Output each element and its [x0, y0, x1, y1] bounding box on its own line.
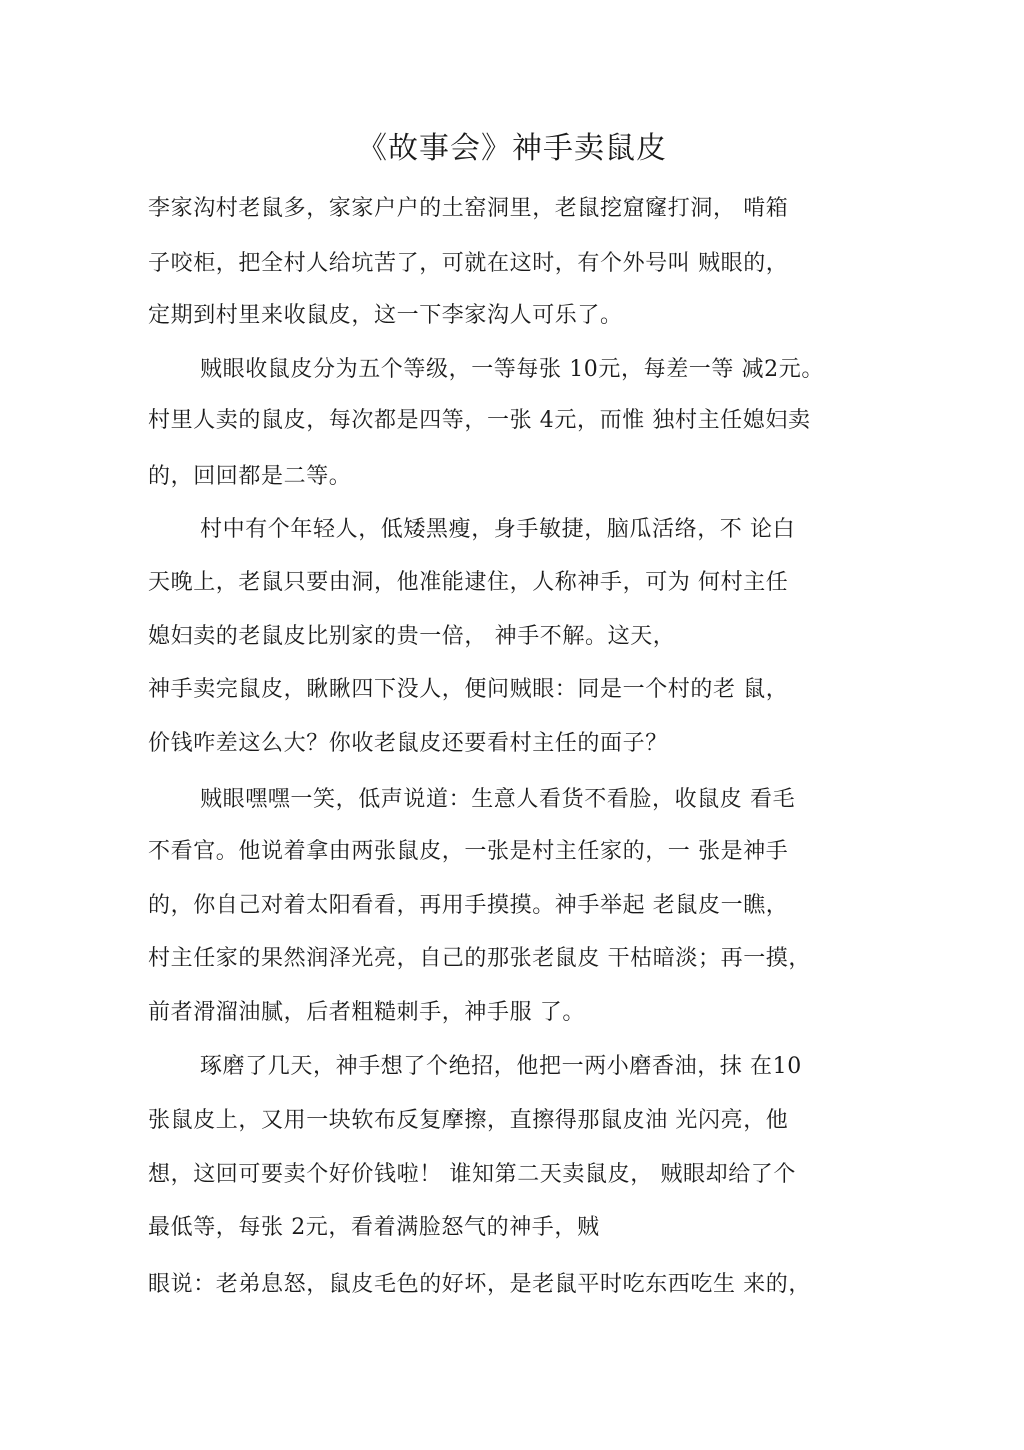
text-line: 神手卖完鼠皮，瞅瞅四下没人，便问贼眼：同是一个村的老 鼠， [148, 677, 789, 702]
text-line: 不看官。他说着拿由两张鼠皮，一张是村主任家的，一 张是神手 [148, 839, 789, 864]
text-line: 前者滑溜油腻，后者粗糙刺手，神手服 了。 [148, 1000, 585, 1025]
text-line: 天晚上，老鼠只要由洞，他准能逮住，人称神手，可为 何村主任 [148, 570, 789, 595]
document-title: 《故事会》神手卖鼠皮 [357, 131, 667, 166]
text-line: 贼眼嘿嘿一笑，低声说道：生意人看货不看脸，收鼠皮 看毛 [200, 787, 796, 812]
text-line: 的，你自己对着太阳看看，再用手摸摸。神手举起 老鼠皮一瞧， [148, 893, 789, 918]
text-line: 村主任家的果然润泽光亮，自己的那张老鼠皮 干枯暗淡；再一摸， [148, 946, 811, 971]
text-line: 想，这回可要卖个好价钱啦！ 谁知第二天卖鼠皮， 贼眼却给了个 [148, 1162, 796, 1187]
text-line: 李家沟村老鼠多，家家户户的土窑洞里，老鼠挖窟窿打洞， 啃箱 [148, 196, 789, 221]
text-line: 琢磨了几天，神手想了个绝招，他把一两小磨香油，抹 在10 [200, 1054, 802, 1079]
text-line: 的，回回都是二等。 [148, 464, 352, 489]
text-line: 子咬柜，把全村人给坑苦了，可就在这时，有个外号叫 贼眼的， [148, 251, 789, 276]
text-line: 村里人卖的鼠皮，每次都是四等，一张 4元，而惟 独村主任媳妇卖 [148, 408, 811, 433]
text-line: 眼说：老弟息怒，鼠皮毛色的好坏，是老鼠平时吃东西吃生 来的， [148, 1272, 811, 1297]
text-line: 媳妇卖的老鼠皮比别家的贵一倍， 神手不解。这天， [148, 624, 676, 649]
text-line: 张鼠皮上，又用一块软布反复摩擦，直擦得那鼠皮油 光闪亮，他 [148, 1108, 789, 1133]
text-line: 最低等，每张 2元，看着满脸怒气的神手，贼 [148, 1215, 600, 1240]
text-line: 贼眼收鼠皮分为五个等级，一等每张 10元，每差一等 减2元。 [200, 357, 824, 382]
text-line: 村中有个年轻人，低矮黑瘦，身手敏捷，脑瓜活络，不 论白 [200, 517, 796, 542]
text-line: 价钱咋差这么大？你收老鼠皮还要看村主任的面子？ [148, 731, 668, 756]
text-line: 定期到村里来收鼠皮，这一下李家沟人可乐了。 [148, 303, 623, 328]
